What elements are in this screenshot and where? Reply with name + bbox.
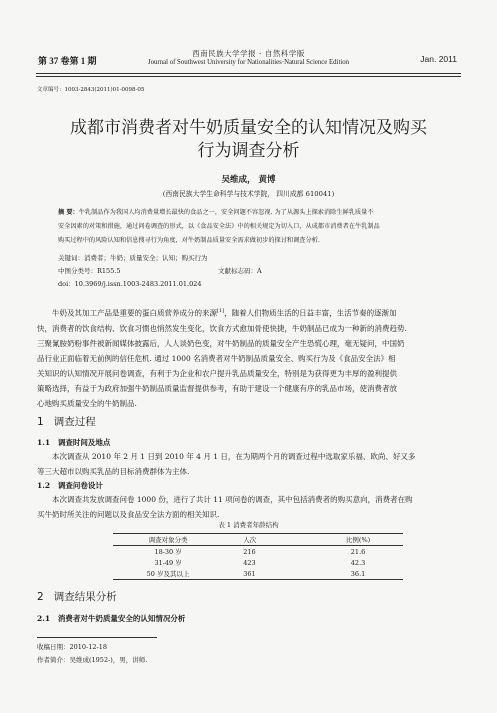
journal-name-cn: 西南民族大学学报 · 自然科学版: [192, 49, 305, 58]
sec12-line-1: 本次调查共发放调查问卷 1000 份，进行了共计 11 项问卷的调查，其中包括消费者的购买意向，消费者在购: [52, 495, 413, 504]
subsection-title: 消费者对牛奶质量安全的认知情况分析: [57, 614, 186, 623]
table-cell: 42.3: [350, 558, 366, 567]
intro-line-3: 三聚氰胺奶粉事件被新闻媒体披露后，人人谈奶色变，对牛奶制品的质量安全产生恐慌心理，毫无疑问，中国奶: [37, 338, 405, 348]
title-line-1: 成都市消费者对牛奶质量安全的认知情况及购买: [70, 118, 427, 138]
section-1-2-heading: [37, 480, 103, 491]
intro-line-1b: ，随着人们物质生活的日益丰富，生活节奏的逐渐加: [224, 308, 397, 318]
section-title: 调查过程: [53, 416, 96, 428]
abstract-line-1: 牛乳制品作为我国人均消费量增长最快的食品之一，安全问题不容忽视. 为了从源头上探索消除生鲜乳质量不: [78, 209, 374, 216]
subsection-number: 2.1: [37, 614, 51, 623]
paper-title: [0, 117, 497, 163]
intro-line-6: 策略选择，有益于为政府加强牛奶制品质量监督提供参考，有助于建设一个健康有序的乳品市场，使消费者放: [37, 383, 397, 393]
section-1-2-text: [37, 492, 461, 522]
doi: doi：10.3969/j.issn.1003-2483.2011.01.024: [58, 280, 202, 288]
section-1-1-heading: [37, 437, 110, 448]
table-cell: 361: [243, 569, 256, 578]
article-number: 文章编号：1003-2843(2011)01-0098-05: [37, 87, 145, 93]
table-cell: 31-49 岁: [154, 559, 182, 567]
section-2-heading: [37, 589, 117, 604]
abstract: [58, 206, 448, 248]
received-date: 收稿日期：2010-12-18: [37, 643, 107, 651]
intro-line-2: 快，消费者的饮食结构、饮食习惯也悄然发生变化，饮食方式愈加骨使快捷，牛奶制品已成为一种新的消费趋势.: [37, 323, 407, 333]
header-rule-thin: [36, 76, 461, 77]
subsection-number: 1.1: [37, 438, 51, 447]
section-number: 2: [37, 591, 44, 603]
title-line-2: 行为调查分析: [197, 141, 300, 161]
abstract-label: 摘 要：: [58, 209, 79, 216]
table-row: [113, 546, 403, 558]
volume-issue: 第 37 卷第 1 期: [38, 56, 97, 66]
intro-line-1: 牛奶及其加工产品是重要的蛋白质营养成分的来源: [52, 308, 217, 318]
section-1-heading: [37, 414, 96, 429]
subsection-number: 1.2: [37, 481, 51, 490]
column-header: 调查对象分类: [148, 536, 188, 544]
table-header-row: [113, 534, 403, 546]
table-cell: 216: [243, 547, 256, 556]
sec11-line-1: 本次调查从 2010 年 2 月 1 日到 2010 年 4 月 1 日，在为期两个月的调查过程中选取家乐福、欧尚、好又多: [52, 452, 416, 461]
abstract-line-3: 购买过程中的风险认知和信息搜寻行为角度，对牛奶制品质量安全需求做初步的探讨和调查分析.: [58, 237, 320, 244]
section-1-1-text: [37, 449, 461, 479]
section-number: 1: [37, 416, 44, 428]
table-row: [113, 557, 403, 568]
citation-ref[interactable]: [1]: [217, 308, 225, 314]
intro-line-7: 心地购买质量安全的牛奶制品.: [37, 398, 137, 408]
section-title: 调查结果分析: [53, 591, 117, 603]
column-header: 人次: [243, 536, 257, 544]
table-cell: 18-30 岁: [154, 548, 182, 556]
intro-line-4: 品行业正面临着无前例的信任危机. 通过 1000 名消费者对牛奶制品质量安全、购买行为及《食品安全法》相: [37, 353, 396, 363]
sec12-line-2: 买牛奶时所关注的问题以及食品安全法方面的相关知识.: [37, 510, 220, 519]
column-header: 比例(%): [345, 536, 371, 544]
issue-date: Jan. 2011: [420, 54, 457, 64]
section-2-1-heading: [37, 613, 185, 624]
document-code: 文献标志码：A: [218, 267, 262, 275]
table-cell: 423: [243, 558, 256, 567]
subsection-title: 调查时间及地点: [57, 438, 111, 447]
table-cell: 36.1: [350, 569, 366, 578]
intro-paragraph: [37, 304, 461, 411]
clc-number: 中图分类号：R155.5: [58, 267, 121, 275]
authors: 吴维成， 黄博: [221, 175, 276, 185]
journal-name-en: Journal of Southwest University for Nationalities·Natural Science Edition: [147, 59, 350, 66]
age-structure-table: [113, 533, 403, 580]
subsection-title: 调查问卷设计: [57, 481, 103, 490]
table-cell: 21.6: [350, 547, 366, 556]
table-caption: 表 1 消费者年龄结构: [218, 521, 279, 529]
keywords: 关键词：消费者；牛奶；质量安全；认知；购买行为: [58, 254, 208, 262]
header-rule-thick: [36, 73, 461, 74]
abstract-line-2: 安全因素的对策和措施，通过问卷调查的形式，以《食品安全法》中的相关规定为切入口，从成都市消费者在牛乳制品: [58, 223, 380, 230]
table-cell: 50 岁及其以上: [146, 570, 190, 578]
footnote-divider: [37, 637, 157, 638]
table-row: [113, 568, 403, 580]
affiliation: (西南民族大学生命科学与技术学院， 四川成都 610041): [162, 190, 335, 198]
intro-line-5: 关知识的认知情况开展问卷调查，有利于为企业和农户提升乳品质量安全，特别是为获得更为丰厚的盈利提供: [37, 368, 397, 378]
sec11-line-2: 等三大超市以购买乳品的目标消费群体为主体.: [37, 467, 190, 476]
author-bio: 作者简介：吴维成(1952-)，男，讲师.: [37, 656, 148, 664]
